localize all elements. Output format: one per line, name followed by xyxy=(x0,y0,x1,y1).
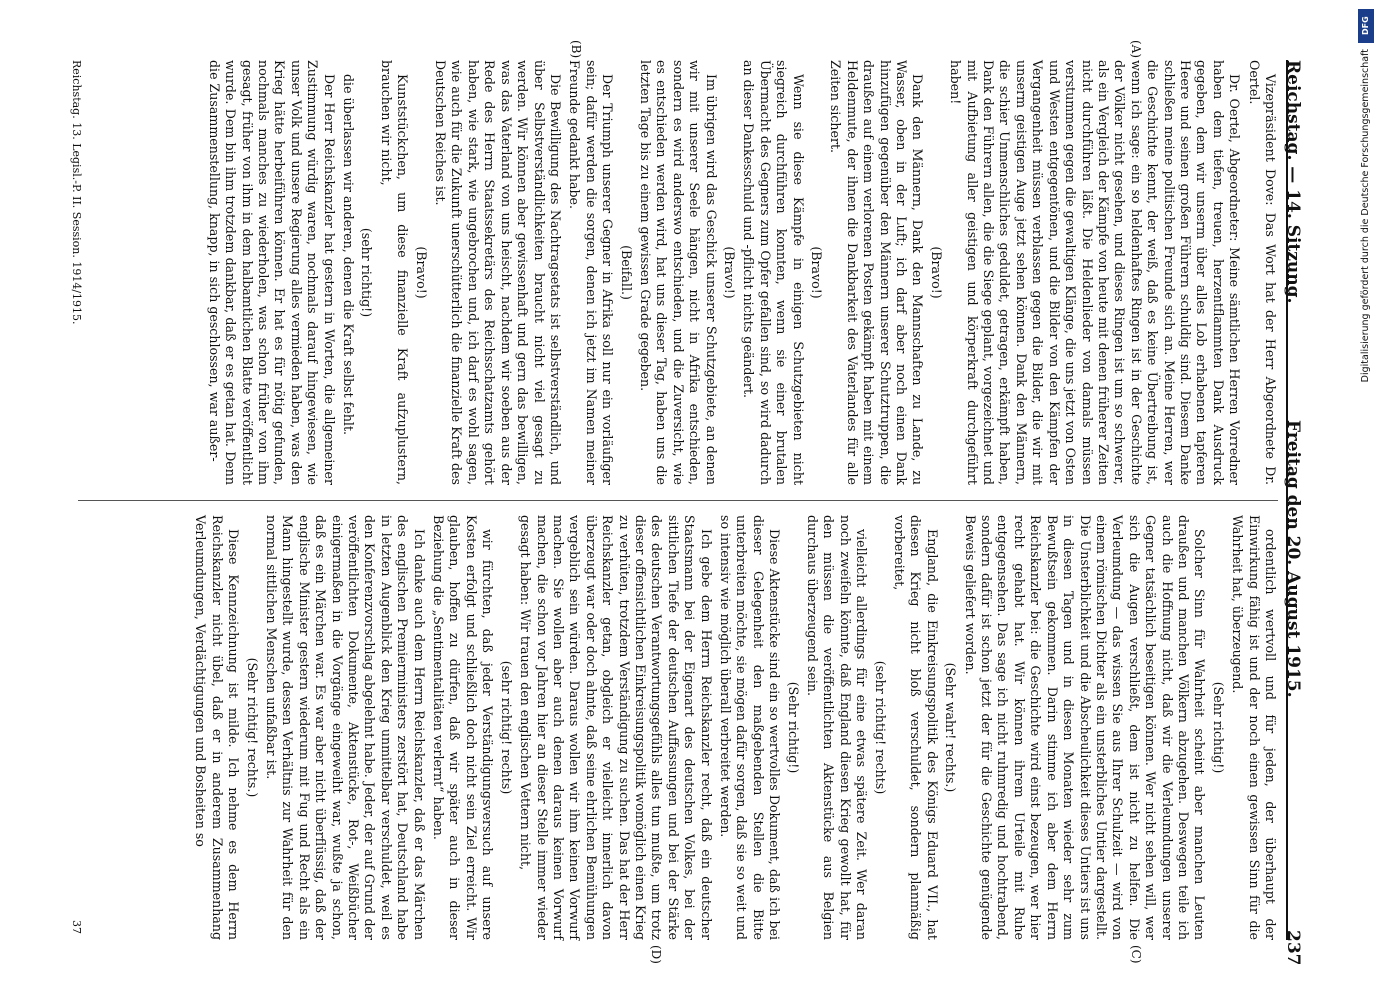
paragraph: Dr. Oertel, Abgeordneter: Meine sämtlichen Herren Vorredner haben dem tiefen, treuen, herzentflammten Dank Ausdruck gegeben, dem wir unserm über alles Lob erhabenen tapferen Heere und seinen großen Führern schuldig sind. Diesem Danke schließen meine politischen Freunde sich an. Meine Herren, wer die Geschichte kennt, der weiß, daß es keine Übertreibung ist, wenn ich sage: ein so heldenhaftes Ringen ist in der Geschichte der Völker nicht gesehen, und dieses Ringen ist um so schwerer, als ein Vergleich der Kämpfe von heute mit denen früherer Zeiten nicht durchführen läßt. Die Heldenlieder von damals müssen verstummen gegen die gewaltigen Klänge, die uns jetzt von Osten und Westen entgegentönen, und die Bilder von den Kämpfen der Vergangenheit müssen verblassen gegen die Bilder, die wir mit unserm geistigen Auge jetzt sehen können. Dank den Männern, die schier Unmenschliches geduldet, getragen, erkämpft haben, Dank den Führern allen, die die Siege geplant, vorgezeichnet und mit Aufbietung aller geistigen und körperkraft durchgeführt haben! xyxy=(948,60,1243,485)
paragraph: Der Triumph unserer Gegner in Afrika soll nur ein vorläufiger sein; dafür werden die sorgen, denen ich jetzt im Namen meiner Freunde gedankt habe. xyxy=(567,60,616,485)
dfg-side-caption xyxy=(1355,5,1377,995)
interjection: (Sehr wahr! rechts.) xyxy=(943,662,959,793)
interjection: (Sehr richtig!) xyxy=(785,681,801,774)
header-rule xyxy=(1286,60,1288,940)
dfg-logo: DFG xyxy=(1358,9,1374,43)
paragraph: Diese Aktenstücke sind ein so wertvolles Dokument, daß ich bei dieser Gelegenheit den maßgebenden Stellen die Bitte unterbreiten möchte, sie mögen dafür sorgen, daß sie so weit und so intensiv wie möglich überall verbreitet werden. xyxy=(718,515,783,940)
interjection: (Bravo!) xyxy=(928,246,944,299)
paragraph: Im übrigen wird das Geschick unserer Schutzgebiete, an denen wir mit unserer Seele hängen, nicht in Afrika entschieden, sondern es wird anderswo entschieden, und die Zuversicht, wie es entschieden werden wird, hat uns dieser Tag, haben uns die letzten Tage bis zu einem gewissen Grade gegeben. xyxy=(637,60,719,485)
header-session: Reichstag. — 14. Sitzung. xyxy=(1283,60,1303,304)
paragraph: Solcher Sinn für Wahrheit scheint aber manchen Leuten draußen und manchen Völkern abzugehen. Deswegen teile ich auch die Hoffnung nicht, daß wir die Verleumdungen unserer Gegner tatsächlich beseitigen können. Wer nicht sehen will, wer sich die Augen verschließt, dem ist nicht zu helfen. Die Verleumdung — das wissen Sie aus Ihrer Schulzeit — wird von einem römischen Dichter als ein unsterbliches Untier dargestellt. Die Unsterblichkeit und die Abscheulichkeit dieses Untiers ist uns in diesen Tagen und in diesen Monaten wieder sehr zum Bewußtsein gekommen. Darin stimme ich aber dem Herrn Reichskanzler bei: die Geschichte wird einst bezeugen, wer hier recht gehabt hat. Wir können ihrem Urteile mit Ruhe entgegensehen. Das sage ich nicht ruhmredig und hochtrabend, sondern dafür ist schon jetzt der für die Geschichte genügende Beweis geliefert worden. xyxy=(962,515,1208,940)
interjection: (Sehr richtig! rechts.) xyxy=(244,657,260,798)
interjection: (Sehr richtig!) xyxy=(1210,681,1226,774)
paragraph: Ich gebe dem Herrn Reichskanzler recht, daß ein deutscher Staatsmann bei der Eigenart des deutschen Volkes, bei der sittlichen Tiefe der deutschen Auffassungen und bei der Stärke des deutschen Verantwortungsgefühls alles tun mußte, um trotz dieser offensichtlichen Einkreisungspolitik womöglich einen Krieg zu verhüten, trotzdem Verständigung zu suchen. Das hat der Herr Reichskanzler getan, obgleich er vielleicht innerlich davon überzeugt war oder doch ahnte, daß seine ehrlichen Bemühungen vergeblich sein würden. Daraus wollen wir ihm keinen Vorwurf machen. Sie wollen aber auch denen daraus keinen Vorwurf machen, die schon vor Jahren hier an dieser Stelle immer wieder gesagt haben: Wir trauen den englischen Vettern nicht, xyxy=(518,515,714,940)
paragraph: Die Bewilligung des Nachtragsetats ist selbstverständlich, und über Selbstverständlichkeiten braucht nicht viel gesagt zu werden. Wir können aber gewissenhaft und gern das bewilligen, was das Vaterland von uns heischt, nachdem wir soeben aus der Rede des Herrn Staatssekretärs des Reichsschatzamts gehört haben, wie stark, wie ungebrochen und, ich darf es wohl sagen, wie auch für die Zukunft unerschütterlich die finanzielle Kraft des Deutschen Reiches ist. xyxy=(433,60,563,485)
margin-mark-b: (B) xyxy=(569,40,583,59)
footer-sheet-number: 37 xyxy=(70,920,83,934)
paragraph: Diese Kennzeichnung ist milde. Ich nehme es dem Herrn Reichskanzler nicht übel, daß er in anderem Zusammenhang Verleumdungen, Verdächtigungen und Bosheiten so xyxy=(193,515,242,940)
paragraph: die überlassen wir anderen, denen die Kraft selbst fehlt. xyxy=(341,74,357,436)
paragraph: vielleicht allerdings für eine etwas spätere Zeit. Wer daran noch zweifeln könnte, daß England diesen Krieg gewollt hat, für den müssen die veröffentlichten Aktenstücke aus Belgien durchaus überzeugend sein. xyxy=(805,515,870,940)
paragraph: Wenn sie diese Kämpfe in einigen Schutzgebieten nicht siegreich durchführen konnten, wenn sie einer brutalen Übermacht des Gegners zum Opfer gefallen sind, so wird dadurch an dieser Dankesschuld und -pflicht nichts geändert. xyxy=(741,60,806,485)
left-column xyxy=(202,60,1278,485)
interjection: (sehr richtig! rechts) xyxy=(872,660,888,795)
margin-mark-d: (D) xyxy=(649,945,663,964)
paragraph: Der Herr Reichskanzler hat gestern in Worten, die allgemeiner Zustimmung würdig waren, nochmals darauf hingewiesen, wie unser Volk und unsere Regierung alles vermieden haben, was den Krieg hätte herbeiführen können. Er hat es für nötig gefunden, nochmals manches zu wiederholen, was schon früher von ihm gesagt, früher von ihm in dem halbamtlichen Blatte veröffentlicht wurde. Dem bin ihm trotzdem dankbar, daß er es getan hat. Denn die Zusammenstellung, knapp, in sich geschlossen, war außer- xyxy=(206,60,337,485)
paragraph: Kunststückchen, um diese finanzielle Kraft aufzuplustern, brauchen wir nicht, xyxy=(378,60,411,485)
interjection: (Bravo!) xyxy=(809,246,825,299)
interjection: (Bravo!) xyxy=(413,246,429,299)
margin-mark-c: (C) xyxy=(1129,945,1143,964)
margin-mark-a: (A) xyxy=(1129,40,1143,59)
paragraph: ordentlich wertvoll und für jeden, der überhaupt der Einwirkung fähig ist und der noch einen gewissen Sinn für die Wahrheit hat, überzeugend. xyxy=(1230,515,1278,940)
interjection: (sehr richtig! rechts) xyxy=(498,660,514,795)
paragraph: wir fürchten, daß jeder Verständigungsversuch auf unsere Kosten erfolgt und schließlich doch nicht sein Ziel erreicht. Wir glauben, hoffen zu dürfen, daß wir später auch in dieser Beziehung die „Sentimentalitäten verlernt“ haben. xyxy=(431,515,496,940)
interjection: (sehr richtig!) xyxy=(359,227,375,318)
interjection: (Bravo!) xyxy=(722,246,737,299)
paragraph: England, die Einkreisungspolitik des Königs Eduard VII., hat diesen Krieg nicht bloß verschuldet, sondern planmäßig vorbereitet, xyxy=(892,515,940,940)
paragraph: Ich danke auch dem Herrn Reichskanzler, daß er das Märchen des englischen Premierministers zerstört hat, Deutschland habe in letzten Augenblick den Krieg unmittelbar verschuldet, weil es den Konferenzvorschlag abgelehnt habe. Jeder, der auf Grund der veröffentlichten Dokumente, Aktenstücke, Rot-, Weißbücher einigermaßen in die Vorgänge eingeweiht war, wußte ja schon, daß es ein Märchen war. Es war aber nicht überflüssig, daß der englische Minister gestern wiederum mit Fug und Recht als ein Mann hingestellt wurde, dessen Verhältnis zur Wahrheit für den normal sittlichen Menschen unfaßbar ist. xyxy=(264,515,427,940)
column-divider xyxy=(78,500,1278,501)
paragraph: Dank den Männern, Dank den Mannschaften zu Lande, zu Wasser, oben in der Luft; ich darf aber noch einen Dank hinzufügen gegenüber den Männern unserer Schutztruppen, die draußen auf einem verlorenen Posten gekämpft haben mit einem Heldenmute, der ihnen die Dankbarkeit des Vaterlandes für alle Zeiten sichert. xyxy=(828,60,926,485)
header-page-number: 237 xyxy=(1283,930,1303,966)
footer-source: Reichstag. 13. Legisl.-P. II. Session. 1914/1915. xyxy=(70,60,83,325)
right-column xyxy=(189,515,1278,940)
header-date: Freitag den 20. August 1915. xyxy=(1283,420,1303,698)
paragraph: Vizepräsident Dove: Das Wort hat der Herr Abgeordnete Dr. Oertel. xyxy=(1246,60,1278,485)
interjection: (Beifall.) xyxy=(618,245,634,300)
dfg-caption-text: Digitalisierung gefördert durch die Deutsche Forschungsgemeinschaft xyxy=(1360,49,1371,383)
